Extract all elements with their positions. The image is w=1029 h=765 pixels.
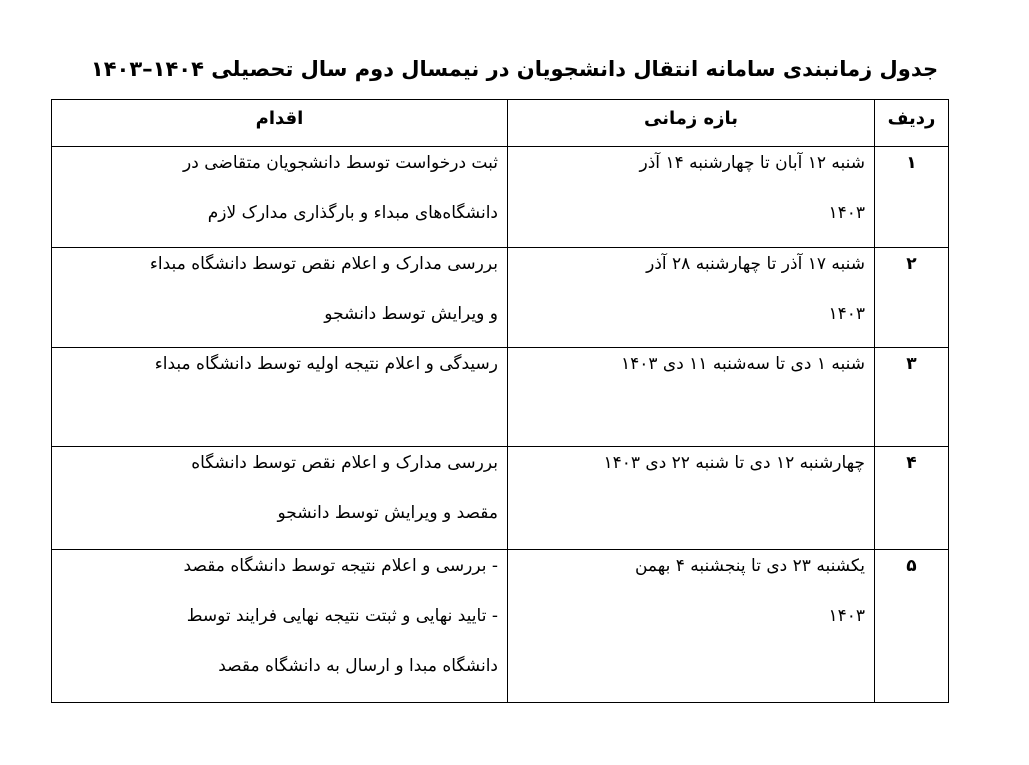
row-number: ۵ bbox=[875, 550, 949, 703]
action-line: - بررسی و اعلام نتیجه توسط دانشگاه مقصد bbox=[183, 556, 498, 576]
period-line: ۱۴۰۳ bbox=[828, 203, 865, 223]
action-cell bbox=[52, 147, 508, 248]
action-cell bbox=[52, 447, 508, 550]
period-line: چهارشنبه ۱۲ دی تا شنبه ۲۲ دی ۱۴۰۳ bbox=[603, 453, 865, 473]
period-cell bbox=[508, 348, 875, 447]
period-line: ۱۴۰۳ bbox=[828, 606, 865, 626]
action-line: و ویرایش توسط دانشجو bbox=[324, 304, 498, 324]
action-cell bbox=[52, 348, 508, 447]
action-line: دانشگاه مبدا و ارسال به دانشگاه مقصد bbox=[218, 656, 498, 676]
table-row bbox=[52, 248, 949, 348]
period-line: ۱۴۰۳ bbox=[828, 304, 865, 324]
action-line: - تایید نهایی و ثبتت نتیجه نهایی فرایند توسط bbox=[186, 606, 498, 626]
period-line: شنبه ۱ دی تا سه‌شنبه ۱۱ دی ۱۴۰۳ bbox=[620, 354, 865, 374]
table-row bbox=[52, 348, 949, 447]
row-number: ۱ bbox=[875, 147, 949, 248]
period-cell bbox=[508, 447, 875, 550]
period-cell bbox=[508, 147, 875, 248]
row-number: ۴ bbox=[875, 447, 949, 550]
period-line: شنبه ۱۲ آبان تا چهارشنبه ۱۴ آذر bbox=[639, 153, 865, 173]
action-line: رسیدگی و اعلام نتیجه اولیه توسط دانشگاه مبداء bbox=[154, 354, 498, 374]
schedule-table bbox=[51, 99, 949, 703]
action-line: ثبت درخواست توسط دانشجویان متقاضی در bbox=[183, 153, 498, 173]
header-period: بازه زمانی bbox=[508, 100, 875, 147]
action-cell bbox=[52, 248, 508, 348]
period-line: یکشنبه ۲۳ دی تا پنجشنبه ۴ بهمن bbox=[634, 556, 865, 576]
action-line: بررسی مدارک و اعلام نقص توسط دانشگاه مبداء bbox=[149, 254, 498, 274]
period-line: شنبه ۱۷ آذر تا چهارشنبه ۲۸ آذر bbox=[646, 254, 865, 274]
table-row bbox=[52, 447, 949, 550]
page-title: جدول زمانبندی سامانه انتقال دانشجویان در نیمسال دوم سال تحصیلی ۱۴۰۴–۱۴۰۳ bbox=[90, 57, 939, 81]
header-action: اقدام bbox=[52, 100, 508, 147]
row-number: ۲ bbox=[875, 248, 949, 348]
period-cell bbox=[508, 248, 875, 348]
table-header-row bbox=[52, 100, 949, 147]
table-row bbox=[52, 147, 949, 248]
period-cell bbox=[508, 550, 875, 703]
action-line: مقصد و ویرایش توسط دانشجو bbox=[277, 503, 498, 523]
action-line: دانشگاه‌های مبداء و بارگذاری مدارک لازم bbox=[207, 203, 498, 223]
action-line: بررسی مدارک و اعلام نقص توسط دانشگاه bbox=[191, 453, 498, 473]
action-cell bbox=[52, 550, 508, 703]
header-row-number: ردیف bbox=[875, 100, 949, 147]
row-number: ۳ bbox=[875, 348, 949, 447]
table-row bbox=[52, 550, 949, 703]
